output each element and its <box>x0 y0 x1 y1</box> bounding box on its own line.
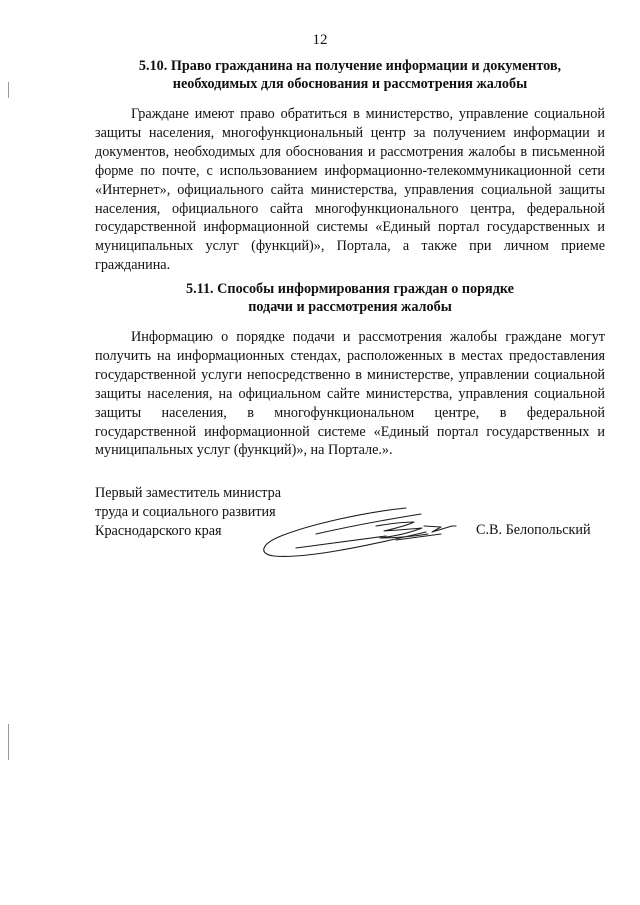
section-510-heading-line2: необходимых для обоснования и рассмотрения жалобы <box>172 76 528 92</box>
section-511-heading <box>96 280 604 316</box>
page-number: 12 <box>312 32 328 48</box>
section-510-heading-line1: 5.10. Право гражданина на получение информации и документов, <box>138 58 562 74</box>
signer-position-line3: Краснодарского края <box>95 523 222 539</box>
scan-margin-mark <box>8 82 9 98</box>
section-511-paragraph: Информацию о порядке подачи и рассмотрения жалобы граждане могут получить на информационных стендах, расположенных в местах предоставления государственной услуги непосредственно в министерстве, управлении социальной защиты населения, на официальном сайте министерства, управления социальной защиты населения, в многофункциональном центре, в федеральной государственной информационной системе «Единый портал государственных и муниципальных услуг (функций)», на Портале.». <box>95 329 605 459</box>
section-510-paragraph: Граждане имеют право обратиться в министерство, управление социальной защиты населения, многофункциональный центр за получением информации и документов, необходимых для обоснования и рассмотрения жалобы в письменной форме по почте, с использованием информационно-телекоммуникационной сети «Интернет», официального сайта министерства, управления социальной защиты населения, официального сайта многофункционального центра, федеральной государственной информационной системы «Единый портал государственных и муниципальных услуг (функций)», Портала, а также при личном приеме гражданина. <box>95 106 605 274</box>
signer-position-line1: Первый заместитель министра <box>95 485 282 501</box>
handwritten-signature <box>256 496 471 566</box>
section-510-heading <box>96 57 604 93</box>
scan-margin-mark <box>8 724 9 760</box>
section-511-heading-line2: подачи и рассмотрения жалобы <box>248 299 452 315</box>
signer-name: С.В. Белопольский <box>476 522 591 538</box>
signer-position <box>95 484 281 541</box>
signer-position-line2: труда и социального развития <box>95 504 276 520</box>
section-511-heading-line1: 5.11. Способы информирования граждан о порядке <box>186 281 514 297</box>
